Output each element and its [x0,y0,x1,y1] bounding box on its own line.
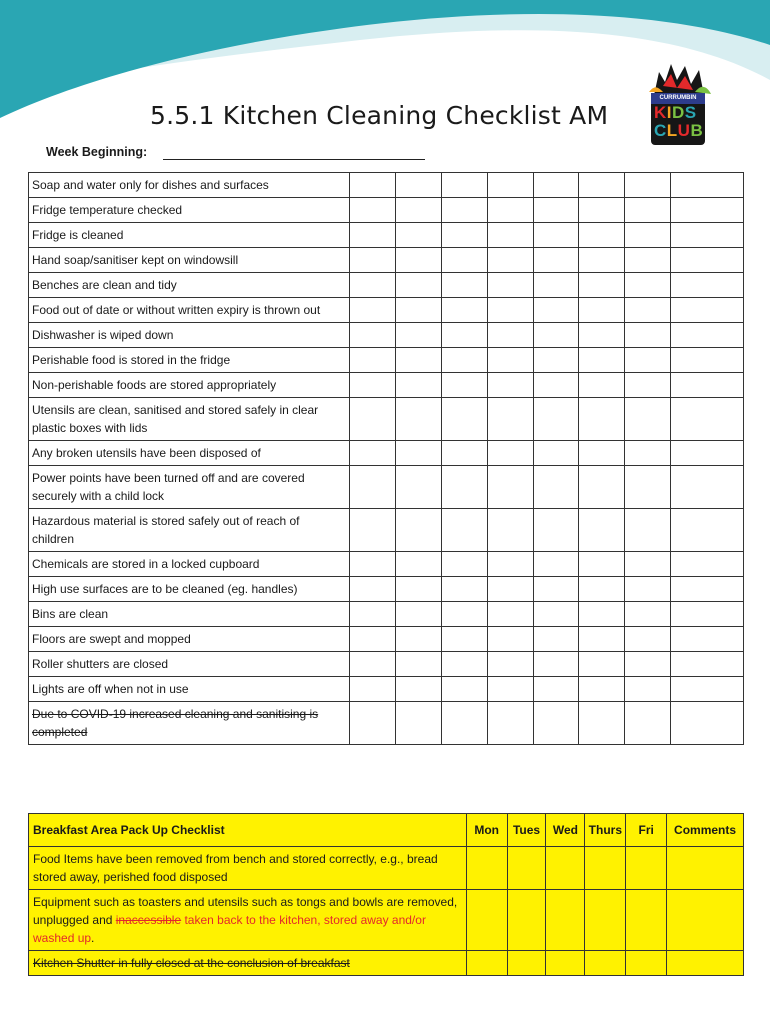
comment-cell[interactable] [671,173,744,198]
check-cell[interactable] [625,173,671,198]
check-cell[interactable] [625,273,671,298]
checklist-row [29,348,744,373]
check-cell[interactable] [533,552,579,577]
check-cell[interactable] [349,466,395,509]
check-cell[interactable] [349,298,395,323]
day-header-thurs: Thurs [585,814,626,847]
check-cell[interactable] [579,702,625,745]
check-cell[interactable] [546,847,585,890]
check-cell[interactable] [533,273,579,298]
check-cell[interactable] [487,652,533,677]
checklist-item: High use surfaces are to be cleaned (eg. handles) [29,577,350,602]
check-cell[interactable] [441,509,487,552]
check-cell[interactable] [487,509,533,552]
check-cell[interactable] [349,348,395,373]
check-cell[interactable] [395,173,441,198]
comment-cell[interactable] [671,441,744,466]
checklist-item: Power points have been turned off and are covered securely with a child lock [29,466,350,509]
check-cell[interactable] [441,677,487,702]
check-cell[interactable] [395,627,441,652]
check-cell[interactable] [487,577,533,602]
comment-cell[interactable] [671,552,744,577]
check-cell[interactable] [395,577,441,602]
check-cell[interactable] [349,323,395,348]
check-cell[interactable] [487,702,533,745]
check-cell[interactable] [395,441,441,466]
check-cell[interactable] [441,552,487,577]
check-cell[interactable] [349,702,395,745]
comment-cell[interactable] [671,577,744,602]
check-cell[interactable] [579,348,625,373]
check-cell[interactable] [349,602,395,627]
check-cell[interactable] [349,223,395,248]
check-cell[interactable] [487,348,533,373]
comment-cell[interactable] [671,373,744,398]
check-cell[interactable] [579,248,625,273]
check-cell[interactable] [441,348,487,373]
check-cell[interactable] [579,273,625,298]
check-cell[interactable] [533,323,579,348]
checklist-row [29,323,744,348]
check-cell[interactable] [625,702,671,745]
check-cell[interactable] [533,298,579,323]
check-cell[interactable] [395,273,441,298]
checklist-item: Hand soap/sanitiser kept on windowsill [29,248,350,273]
check-cell[interactable] [441,223,487,248]
check-cell[interactable] [441,466,487,509]
check-cell[interactable] [466,847,507,890]
checklist-item: Dishwasher is wiped down [29,323,350,348]
check-cell[interactable] [625,627,671,652]
check-cell[interactable] [441,398,487,441]
check-cell[interactable] [579,577,625,602]
check-cell[interactable] [533,223,579,248]
check-cell[interactable] [487,602,533,627]
checklist-item: Bins are clean [29,602,350,627]
check-cell[interactable] [579,173,625,198]
check-cell[interactable] [579,466,625,509]
check-cell[interactable] [487,552,533,577]
check-cell[interactable] [349,248,395,273]
check-cell[interactable] [395,652,441,677]
day-header-fri: Fri [626,814,667,847]
comment-cell[interactable] [671,652,744,677]
check-cell[interactable] [625,373,671,398]
check-cell[interactable] [533,702,579,745]
check-cell[interactable] [533,198,579,223]
comment-cell[interactable] [671,223,744,248]
check-cell[interactable] [487,173,533,198]
check-cell[interactable] [579,627,625,652]
check-cell[interactable] [533,652,579,677]
check-cell[interactable] [533,677,579,702]
checklist-item: Lights are off when not in use [29,677,350,702]
checklist-row [29,466,744,509]
check-cell[interactable] [395,323,441,348]
check-cell[interactable] [395,223,441,248]
check-cell[interactable] [625,348,671,373]
check-cell[interactable] [395,198,441,223]
checklist-item: Roller shutters are closed [29,652,350,677]
check-cell[interactable] [533,577,579,602]
check-cell[interactable] [533,373,579,398]
check-cell[interactable] [626,951,667,976]
check-cell[interactable] [395,373,441,398]
comment-cell[interactable] [671,273,744,298]
check-cell[interactable] [441,627,487,652]
check-cell[interactable] [395,509,441,552]
check-cell[interactable] [395,248,441,273]
check-cell[interactable] [441,373,487,398]
check-cell[interactable] [441,323,487,348]
check-cell[interactable] [441,652,487,677]
check-cell[interactable] [441,602,487,627]
check-cell[interactable] [625,223,671,248]
check-cell[interactable] [585,847,626,890]
check-cell[interactable] [487,323,533,348]
check-cell[interactable] [533,348,579,373]
check-cell[interactable] [625,509,671,552]
check-cell[interactable] [349,273,395,298]
check-cell[interactable] [349,441,395,466]
comment-cell[interactable] [667,951,744,976]
checklist-item: Benches are clean and tidy [29,273,350,298]
comment-cell[interactable] [671,677,744,702]
day-header-wed: Wed [546,814,585,847]
check-cell[interactable] [579,552,625,577]
checklist-item: Non-perishable foods are stored appropriately [29,373,350,398]
breakfast-header: Breakfast Area Pack Up Checklist [29,814,467,847]
breakfast-item-equipment: Equipment such as toasters and utensils such as tongs and bowls are removed, unplugged and inaccessible taken back to the kitchen, stored away and/or washed up. [29,890,467,951]
comment-cell[interactable] [671,466,744,509]
check-cell[interactable] [585,951,626,976]
check-cell[interactable] [441,248,487,273]
checklist-row [29,577,744,602]
check-cell[interactable] [533,248,579,273]
comment-cell[interactable] [671,602,744,627]
checklist-item: Food out of date or without written expiry is thrown out [29,298,350,323]
check-cell[interactable] [349,398,395,441]
check-cell[interactable] [487,223,533,248]
check-cell[interactable] [507,890,546,951]
check-cell[interactable] [349,173,395,198]
check-cell[interactable] [395,298,441,323]
checklist-row [29,677,744,702]
check-cell[interactable] [487,466,533,509]
check-cell[interactable] [626,847,667,890]
checklist-row [29,702,744,745]
check-cell[interactable] [579,677,625,702]
checklist-row [29,552,744,577]
check-cell[interactable] [533,602,579,627]
check-cell[interactable] [625,248,671,273]
comment-cell[interactable] [671,248,744,273]
breakfast-header-row [29,814,744,847]
checklist-item: Perishable food is stored in the fridge [29,348,350,373]
check-cell[interactable] [487,677,533,702]
check-cell[interactable] [625,577,671,602]
check-cell[interactable] [546,890,585,951]
comment-cell[interactable] [671,348,744,373]
checklist-item: Any broken utensils have been disposed of [29,441,350,466]
check-cell[interactable] [395,466,441,509]
check-cell[interactable] [487,441,533,466]
check-cell[interactable] [441,298,487,323]
comment-cell[interactable] [671,298,744,323]
comment-cell[interactable] [671,702,744,745]
check-cell[interactable] [395,398,441,441]
check-cell[interactable] [625,441,671,466]
check-cell[interactable] [625,298,671,323]
check-cell[interactable] [487,398,533,441]
check-cell[interactable] [441,577,487,602]
check-cell[interactable] [625,323,671,348]
checklist-item: Fridge is cleaned [29,223,350,248]
check-cell[interactable] [625,652,671,677]
check-cell[interactable] [625,398,671,441]
check-cell[interactable] [507,847,546,890]
checklist-item: Fridge temperature checked [29,198,350,223]
checklist-row [29,398,744,441]
breakfast-item-shutter: Kitchen Shutter in fully closed at the conclusion of breakfast [29,951,467,976]
checklist-row [29,652,744,677]
check-cell[interactable] [585,890,626,951]
check-cell[interactable] [487,298,533,323]
check-cell[interactable] [441,441,487,466]
check-cell[interactable] [579,398,625,441]
check-cell[interactable] [533,398,579,441]
check-cell[interactable] [349,509,395,552]
checklist-row [29,373,744,398]
check-cell[interactable] [546,951,585,976]
check-cell[interactable] [349,552,395,577]
day-header-mon: Mon [466,814,507,847]
check-cell[interactable] [533,173,579,198]
comment-cell[interactable] [667,847,744,890]
check-cell[interactable] [441,198,487,223]
check-cell[interactable] [579,509,625,552]
day-header-tues: Tues [507,814,546,847]
check-cell[interactable] [625,602,671,627]
check-cell[interactable] [441,173,487,198]
checklist-item: Soap and water only for dishes and surfaces [29,173,350,198]
check-cell[interactable] [441,702,487,745]
checklist-row [29,509,744,552]
check-cell[interactable] [533,441,579,466]
check-cell[interactable] [579,323,625,348]
checklist-row [29,273,744,298]
checklist-item: Due to COVID-19 increased cleaning and sanitising is completed [29,702,350,745]
check-cell[interactable] [487,373,533,398]
page-title: 5.5.1 Kitchen Cleaning Checklist AM [150,101,609,130]
check-cell[interactable] [441,273,487,298]
comment-cell[interactable] [671,198,744,223]
checklist-row [29,298,744,323]
checklist-row [29,627,744,652]
checklist-row [29,223,744,248]
check-cell[interactable] [349,198,395,223]
check-cell[interactable] [579,223,625,248]
checklist-item: Hazardous material is stored safely out of reach of children [29,509,350,552]
check-cell[interactable] [466,951,507,976]
comment-cell[interactable] [667,890,744,951]
check-cell[interactable] [625,552,671,577]
check-cell[interactable] [625,198,671,223]
check-cell[interactable] [533,466,579,509]
breakfast-row [29,847,744,890]
breakfast-row [29,890,744,951]
check-cell[interactable] [395,602,441,627]
check-cell[interactable] [349,677,395,702]
checklist-row [29,441,744,466]
check-cell[interactable] [487,248,533,273]
checklist-row [29,602,744,627]
check-cell[interactable] [579,441,625,466]
check-cell[interactable] [349,577,395,602]
check-cell[interactable] [625,677,671,702]
check-cell[interactable] [507,951,546,976]
check-cell[interactable] [625,466,671,509]
check-cell[interactable] [487,627,533,652]
check-cell[interactable] [579,602,625,627]
check-cell[interactable] [487,273,533,298]
check-cell[interactable] [466,890,507,951]
checklist-item: Floors are swept and mopped [29,627,350,652]
checklist-row [29,173,744,198]
comment-cell[interactable] [671,509,744,552]
comment-cell[interactable] [671,627,744,652]
check-cell[interactable] [395,702,441,745]
check-cell[interactable] [579,652,625,677]
breakfast-checklist-table [28,813,744,976]
check-cell[interactable] [579,373,625,398]
checklist-item: Chemicals are stored in a locked cupboard [29,552,350,577]
week-beginning-field[interactable] [163,159,425,160]
breakfast-row [29,951,744,976]
day-header-comments: Comments [667,814,744,847]
check-cell[interactable] [349,652,395,677]
breakfast-item-food: Food Items have been removed from bench and stored correctly, e.g., bread stored away, perished food disposed [29,847,467,890]
check-cell[interactable] [579,298,625,323]
check-cell[interactable] [579,198,625,223]
check-cell[interactable] [626,890,667,951]
checklist-row [29,198,744,223]
check-cell[interactable] [349,373,395,398]
check-cell[interactable] [395,677,441,702]
checklist-item: Utensils are clean, sanitised and stored safely in clear plastic boxes with lids [29,398,350,441]
check-cell[interactable] [395,348,441,373]
check-cell[interactable] [487,198,533,223]
week-beginning-label: Week Beginning: [46,145,148,159]
check-cell[interactable] [533,509,579,552]
check-cell[interactable] [533,627,579,652]
check-cell[interactable] [349,627,395,652]
comment-cell[interactable] [671,323,744,348]
comment-cell[interactable] [671,398,744,441]
check-cell[interactable] [395,552,441,577]
kitchen-checklist-table [28,172,744,745]
checklist-row [29,248,744,273]
